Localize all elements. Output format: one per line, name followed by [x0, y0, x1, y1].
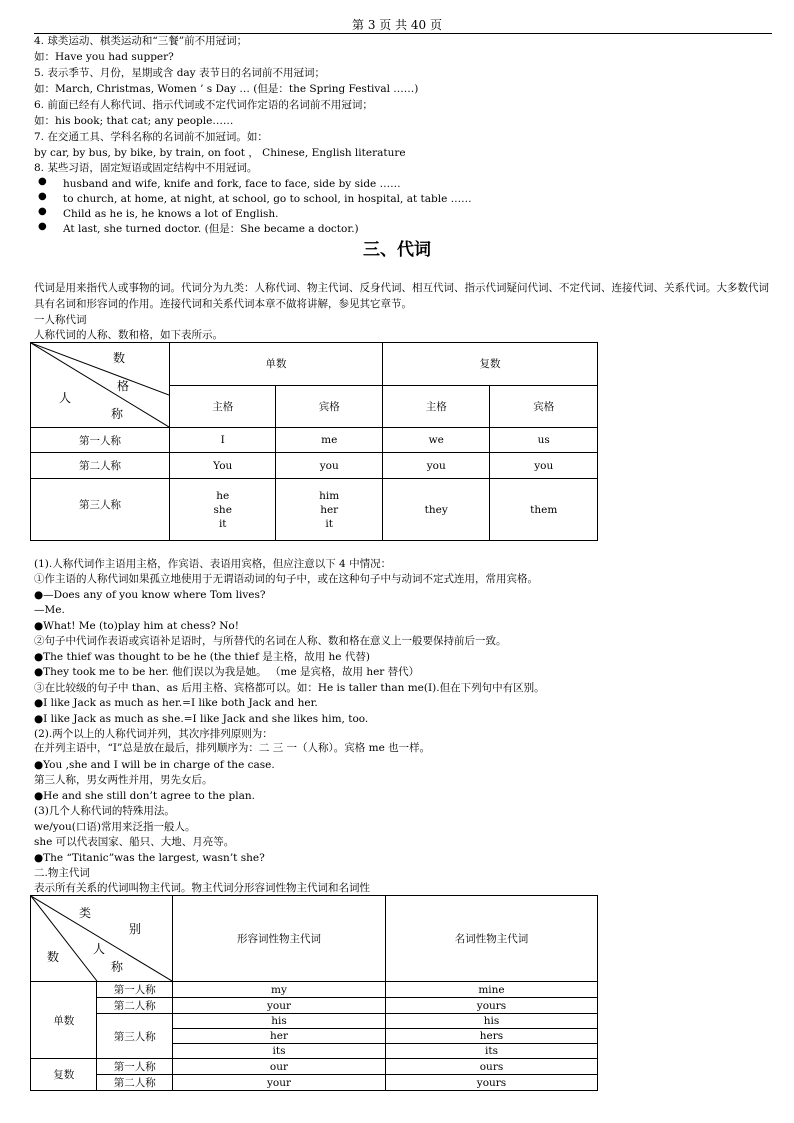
header-object: 宾格: [490, 385, 598, 428]
table-cell: your: [173, 998, 386, 1014]
table-cell: yours: [385, 1075, 597, 1091]
bullet-item: At last, she turned doctor. (但是：She became a doctor.): [63, 223, 359, 235]
text-line: ●He and she still don’t agree to the plan.: [34, 790, 255, 802]
table-cell: them: [490, 479, 598, 541]
table-cell: you: [382, 453, 490, 479]
text-line: ●I like Jack as much as her.=I like both Jack and her.: [34, 697, 318, 709]
personal-pronoun-table: [30, 342, 598, 541]
text-line: ●The thief was thought to be he (the thief 是主格，故用 he 代替): [34, 651, 370, 663]
bullet-dot: ●: [38, 176, 47, 187]
bullet-item: husband and wife, knife and fork, face to face, side by side ……: [63, 178, 401, 190]
group-label-plural: 复数: [31, 1059, 97, 1091]
subsection-title: 二.物主代词: [34, 867, 90, 879]
text-line: 在并列主语中，“I”总是放在最后，排列顺序为：二 三 一（人称）。宾格 me 也一样。: [34, 742, 431, 754]
text-line: —Me.: [34, 604, 65, 616]
text-line: ①作主语的人称代词如果孤立地使用于无谓语动词的句子中，或在这种句子中与动词不定式连用，常用宾格。: [34, 573, 538, 585]
text-line: (2).两个以上的人称代词并列，其次序排列原则为：: [34, 728, 273, 740]
table-cell: mine: [385, 982, 597, 998]
corner-label: 人: [93, 942, 106, 956]
diagonal-lines: [31, 896, 172, 981]
text-line: 7. 在交通工具、学科名称的名词前不加冠词。如：: [34, 131, 268, 143]
table-cell: I: [170, 428, 276, 453]
pronoun: it: [325, 517, 333, 530]
header-plural: 复数: [382, 343, 597, 386]
bullet-dot: ●: [38, 191, 47, 202]
row-label: 第二人称: [31, 453, 170, 479]
table-cell: we: [382, 428, 490, 453]
bullet-dot: ●: [38, 206, 47, 217]
text-line: 6. 前面已经有人称代词、指示代词或不定代词作定语的名词前不用冠词；: [34, 99, 373, 111]
table-cell: they: [382, 479, 490, 541]
diagonal-lines: [31, 343, 169, 427]
table-cell: your: [173, 1075, 386, 1091]
text-line: 4. 球类运动、棋类运动和“三餐”前不用冠词；: [34, 35, 248, 47]
text-line: she 可以代表国家、船只、大地、月亮等。: [34, 836, 235, 848]
pronoun: he: [216, 489, 230, 502]
header-object: 宾格: [276, 385, 382, 428]
text-line: ●The “Titanic”was the largest, wasn’t she?: [34, 852, 265, 864]
group-label-singular: 单数: [31, 982, 97, 1059]
text-line: ●What! Me (to)play him at chess? No!: [34, 620, 239, 632]
corner-label: 格: [117, 379, 130, 393]
bullet-item: Child as he is, he knows a lot of English.: [63, 208, 279, 220]
row-label: 第一人称: [31, 428, 170, 453]
corner-label: 数: [47, 950, 60, 964]
corner-label: 称: [111, 407, 124, 421]
table-cell: [276, 479, 382, 541]
corner-label: 人: [59, 391, 72, 405]
pronoun: she: [213, 503, 232, 516]
text-line: 如：his book; that cat; any people……: [34, 115, 234, 127]
row-label: 第二人称: [97, 998, 173, 1014]
text-line: ●You ,she and I will be in charge of the case.: [34, 759, 275, 771]
page-header: 第 3 页 共 40 页: [352, 18, 442, 32]
table-cell: us: [490, 428, 598, 453]
table-corner-cell: [31, 896, 173, 982]
table-cell: our: [173, 1059, 386, 1075]
text-line: ●They took me to be her. 他们误以为我是她。 （me 是宾格，故用 her 替代）: [34, 666, 420, 678]
table-cell: yours: [385, 998, 597, 1014]
text-line: ●I like Jack as much as she.=I like Jack and she likes him, too.: [34, 713, 369, 725]
possessive-pronoun-table: [30, 895, 598, 1091]
table-cell: his: [173, 1014, 386, 1029]
text-line: (1).人称代词作主语用主格，作宾语、表语用宾格，但应注意以下 4 中情况：: [34, 558, 392, 570]
row-label: 第三人称: [31, 479, 170, 541]
header-subject: 主格: [170, 385, 276, 428]
table-corner-cell: [31, 343, 170, 428]
row-label: 第一人称: [97, 1059, 173, 1075]
table-cell: her: [173, 1029, 386, 1044]
header-singular: 单数: [170, 343, 383, 386]
corner-label: 别: [129, 922, 142, 936]
text-line: we/you(口语)常用来泛指一般人。: [34, 821, 196, 833]
table-cell: You: [170, 453, 276, 479]
table-cell: hers: [385, 1029, 597, 1044]
subsection-title: 一人称代词: [34, 314, 87, 326]
row-label: 第二人称: [97, 1075, 173, 1091]
table-cell: you: [490, 453, 598, 479]
table-caption: 人称代词的人称、数和格，如下表所示。: [34, 329, 223, 341]
row-label: 第一人称: [97, 982, 173, 998]
table-cell: its: [385, 1044, 597, 1059]
text-line: by car, by bus, by bike, by train, on foot ， Chinese, English literature: [34, 147, 406, 159]
corner-label: 类: [79, 906, 92, 920]
text-line: 如：Have you had supper?: [34, 51, 174, 63]
pronoun: him: [319, 489, 340, 502]
text-line: ③在比较级的句子中 than、as 后用主格、宾格都可以。如：He is taller than me(I).但在下列句中有区别。: [34, 682, 545, 694]
corner-label: 数: [113, 351, 126, 365]
header-subject: 主格: [382, 385, 490, 428]
intro-paragraph: 代词是用来指代人或事物的词。代词分为九类：人称代词、物主代词、反身代词、相互代词、指示代词疑问代词、不定代词、连接代词、关系代词。大多数代词具有名词和形容词的作用。连接代词和关系代词本章不做将讲解，参见其它章节。: [34, 282, 769, 310]
table-cell: his: [385, 1014, 597, 1029]
table-cell: me: [276, 428, 382, 453]
table-cell: its: [173, 1044, 386, 1059]
table-cell: you: [276, 453, 382, 479]
text-line: 表示所有关系的代词叫物主代词。物主代词分形容词性物主代词和名词性: [34, 882, 370, 894]
row-label: 第三人称: [97, 1014, 173, 1059]
bullet-dot: ●: [38, 221, 47, 232]
section-title: 三、代词: [363, 240, 431, 260]
text-line: (3)几个人称代词的特殊用法。: [34, 805, 175, 817]
pronoun: it: [218, 517, 227, 530]
text-line: 如：March, Christmas, Women ’ s Day … (但是：the Spring Festival ……): [34, 83, 419, 95]
pronoun: her: [320, 503, 339, 516]
header-adjective: 形容词性物主代词: [173, 896, 386, 982]
table-cell: my: [173, 982, 386, 998]
corner-label: 称: [111, 960, 124, 974]
bullet-item: to church, at home, at night, at school, go to school, in hospital, at table ……: [63, 193, 472, 205]
text-line: ②句子中代词作表语或宾语补足语时，与所替代的名词在人称、数和格在意义上一般要保持前后一致。: [34, 635, 507, 647]
text-line: ●—Does any of you know where Tom lives?: [34, 589, 266, 601]
header-noun: 名词性物主代词: [385, 896, 597, 982]
table-cell: [170, 479, 276, 541]
table-cell: ours: [385, 1059, 597, 1075]
text-line: 第三人称，男女两性并用，男先女后。: [34, 774, 213, 786]
text-line: 8. 某些习语，固定短语或固定结构中不用冠词。: [34, 162, 258, 174]
text-line: 5. 表示季节、月份，星期或含 day 表节日的名词前不用冠词；: [34, 67, 325, 79]
